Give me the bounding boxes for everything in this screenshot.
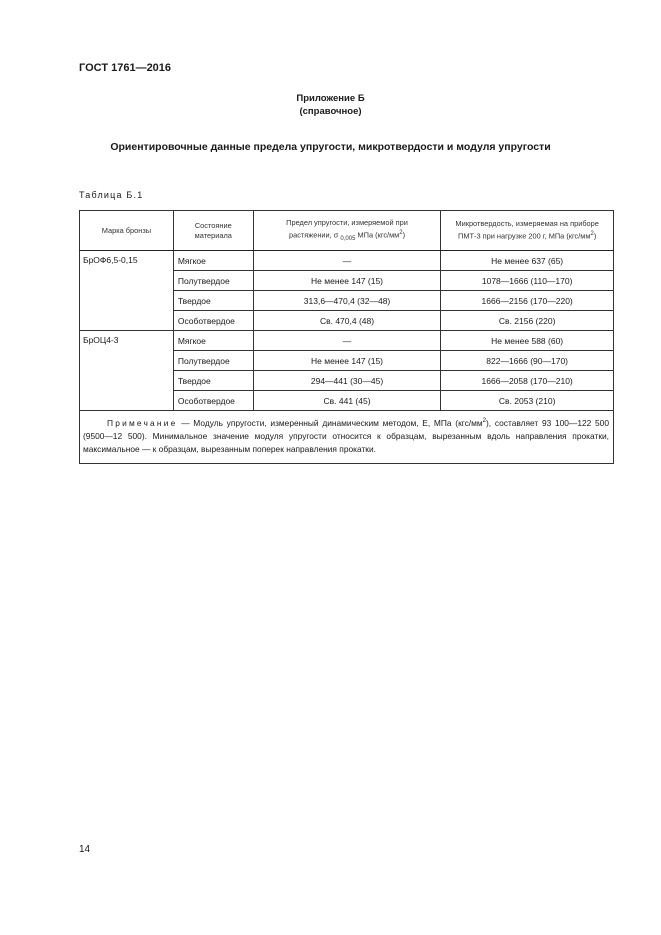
microhardness-cell: 1078—1666 (110—170): [441, 271, 614, 291]
elastic-limit-cell: 313,6—470,4 (32—48): [253, 291, 441, 311]
table-row: [80, 331, 614, 351]
table-header-row: [80, 211, 614, 251]
state-cell: Полутвердое: [173, 351, 253, 371]
data-table: [79, 210, 614, 464]
microhardness-cell: Не менее 637 (65): [441, 251, 614, 271]
state-cell: Твердое: [173, 291, 253, 311]
table-note: Примечание — Модуль упругости, измеренный динамическим методом, Е, МПа $(кгс/мм^2)$, составляет 93 100—122 500 (9500—12 500). Минимальное значение модуля упругости относится к образцам, вырезанным вдоль направления прокатки, максимальное — к образцам, вырезанным поперек направления прокатки.: [80, 411, 614, 464]
elastic-limit-cell: —: [253, 331, 441, 351]
state-cell: Мягкое: [173, 251, 253, 271]
document-id: ГОСТ 1761—2016: [79, 62, 172, 74]
annex-subtitle: (справочное): [299, 106, 362, 117]
grade-cell: БрОФ6,5-0,15: [80, 251, 174, 331]
grade-cell: БрОЦ4-3: [80, 331, 174, 411]
header-elastic-limit: Предел упругости, измеряемой при растяжении, σ $_{0,005}$ МПа $(кгс/мм^2)$: [253, 211, 441, 251]
header-grade: Марка бронзы: [80, 211, 174, 251]
page-title: Ориентировочные данные предела упругости, микротвердости и модуля упругости: [110, 141, 551, 153]
note-label: Примечание: [107, 417, 178, 428]
microhardness-cell: Не менее 588 (60): [441, 331, 614, 351]
elastic-limit-cell: —: [253, 251, 441, 271]
elastic-limit-cell: 294—441 (30—45): [253, 371, 441, 391]
elastic-limit-cell: Не менее 147 (15): [253, 351, 441, 371]
annex-heading: [0, 92, 661, 118]
state-cell: Особотвердое: [173, 391, 253, 411]
table-note-row: [80, 411, 614, 464]
microhardness-cell: 1666—2156 (170—220): [441, 291, 614, 311]
microhardness-cell: 1666—2058 (170—210): [441, 371, 614, 391]
microhardness-cell: Св. 2053 (210): [441, 391, 614, 411]
microhardness-cell: Св. 2156 (220): [441, 311, 614, 331]
state-cell: Твердое: [173, 371, 253, 391]
elastic-limit-cell: Св. 441 (45): [253, 391, 441, 411]
header-state: Состояние материала: [173, 211, 253, 251]
state-cell: Особотвердое: [173, 311, 253, 331]
page-number: 14: [79, 844, 91, 855]
state-cell: Мягкое: [173, 331, 253, 351]
annex-title: Приложение Б: [296, 93, 365, 104]
elastic-limit-cell: Не менее 147 (15): [253, 271, 441, 291]
table-caption: Таблица Б.1: [79, 190, 144, 200]
state-cell: Полутвердое: [173, 271, 253, 291]
microhardness-cell: 822—1666 (90—170): [441, 351, 614, 371]
table-row: [80, 251, 614, 271]
elastic-limit-cell: Св. 470,4 (48): [253, 311, 441, 331]
header-microhardness: Микротвердость, измеряемая на приборе ПМТ-3 при нагрузке 200 г, МПа $(кгс/мм^2)$: [441, 211, 614, 251]
